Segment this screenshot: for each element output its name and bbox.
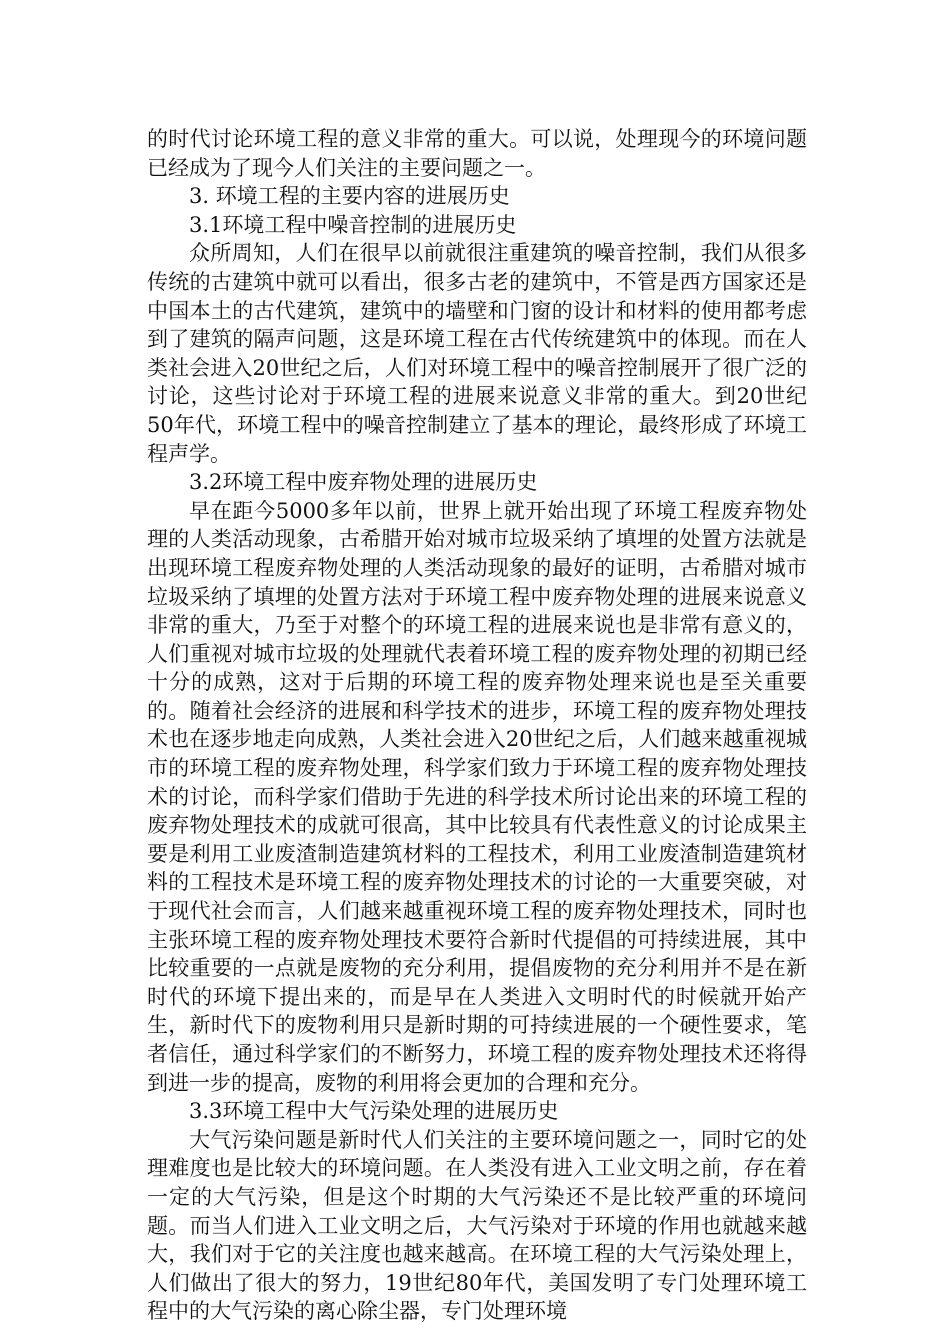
subsection-heading-3-1: 3.1环境工程中噪音控制的进展历史 xyxy=(189,212,517,237)
subsection-heading-3-2: 3.2环境工程中废弃物处理的进展历史 xyxy=(189,470,538,495)
paragraph-continuation: 的时代讨论环境工程的意义非常的重大。可以说，处理现今的环境问题已经成为了现今人们关注的主要问题之一。 xyxy=(147,127,807,180)
section-heading-3: 3. 环境工程的主要内容的进展历史 xyxy=(189,184,510,209)
paragraph-air-pollution: 大气污染问题是新时代人们关注的主要环境问题之一，同时它的处理难度也是比较大的环境问题。在人类没有进入工业文明之前，存在着一定的大气污染，但是这个时期的大气污染还不是比较严重的环境问题。而当人们进入工业文明之后，大气污染对于环境的作用也就越来越大，我们对于它的关注度也越来越高。在环境工程的大气污染处理上，人们做出了很大的努力，19世纪80年代，美国发明了专门处理环境工程中的大气污染的离心除尘器，专门处理环境 xyxy=(147,1127,807,1324)
paragraph-noise-control: 众所周知，人们在很早以前就很注重建筑的噪音控制，我们从很多传统的古建筑中就可以看出，很多古老的建筑中，不管是西方国家还是中国本土的古代建筑，建筑中的墙壁和门窗的设计和材料的使用都考虑到了建筑的隔声问题，这是环境工程在古代传统建筑中的体现。而在人类社会进入20世纪之后，人们对环境工程中的噪音控制展开了很广泛的讨论，这些讨论对于环境工程的进展来说意义非常的重大。到20世纪50年代，环境工程中的噪音控制建立了基本的理论，最终形成了环境工程声学。 xyxy=(147,241,807,466)
subsection-heading-3-3: 3.3环境工程中大气污染处理的进展历史 xyxy=(189,1099,559,1124)
paragraph-waste-treatment: 早在距今5000多年以前，世界上就开始出现了环境工程废弃物处理的人类活动现象，古希腊开始对城市垃圾采纳了填埋的处置方法就是出现环境工程废弃物处理的人类活动现象的最好的证明，古希腊对城市垃圾采纳了填埋的处置方法对于环境工程中废弃物处理的进展来说意义非常的重大，乃至于对整个的环境工程的进展来说也是非常有意义的，人们重视对城市垃圾的处理就代表着环境工程的废弃物处理的初期已经十分的成熟，这对于后期的环境工程的废弃物处理来说也是至关重要的。随着社会经济的进展和科学技术的进步，环境工程的废弃物处理技术也在逐步地走向成熟，人类社会进入20世纪之后，人们越来越重视城市的环境工程的废弃物处理，科学家们致力于环境工程的废弃物处理技术的讨论，而科学家们借助于先进的科学技术所讨论出来的环境工程的废弃物处理技术的成就可很高，其中比较具有代表性意义的讨论成果主要是利用工业废渣制造建筑材料的工程技术，利用工业废渣制造建筑材料的工程技术是环境工程的废弃物处理技术的讨论的一大重要突破，对于现代社会而言，人们越来越重视环境工程的废弃物处理技术，同时也主张环境工程的废弃物处理技术要符合新时代提倡的可持续进展，其中比较重要的一点就是废物的充分利用，提倡废物的充分利用并不是在新时代的环境下提出来的，而是早在人类进入文明时代的时候就开始产生，新时代下的废物利用只是新时期的可持续进展的一个硬性要求，笔者信任，通过科学家们的不断努力，环境工程的废弃物处理技术还将得到进一步的提高，废物的利用将会更加的合理和充分。 xyxy=(147,498,807,1095)
document-body xyxy=(147,125,807,1326)
